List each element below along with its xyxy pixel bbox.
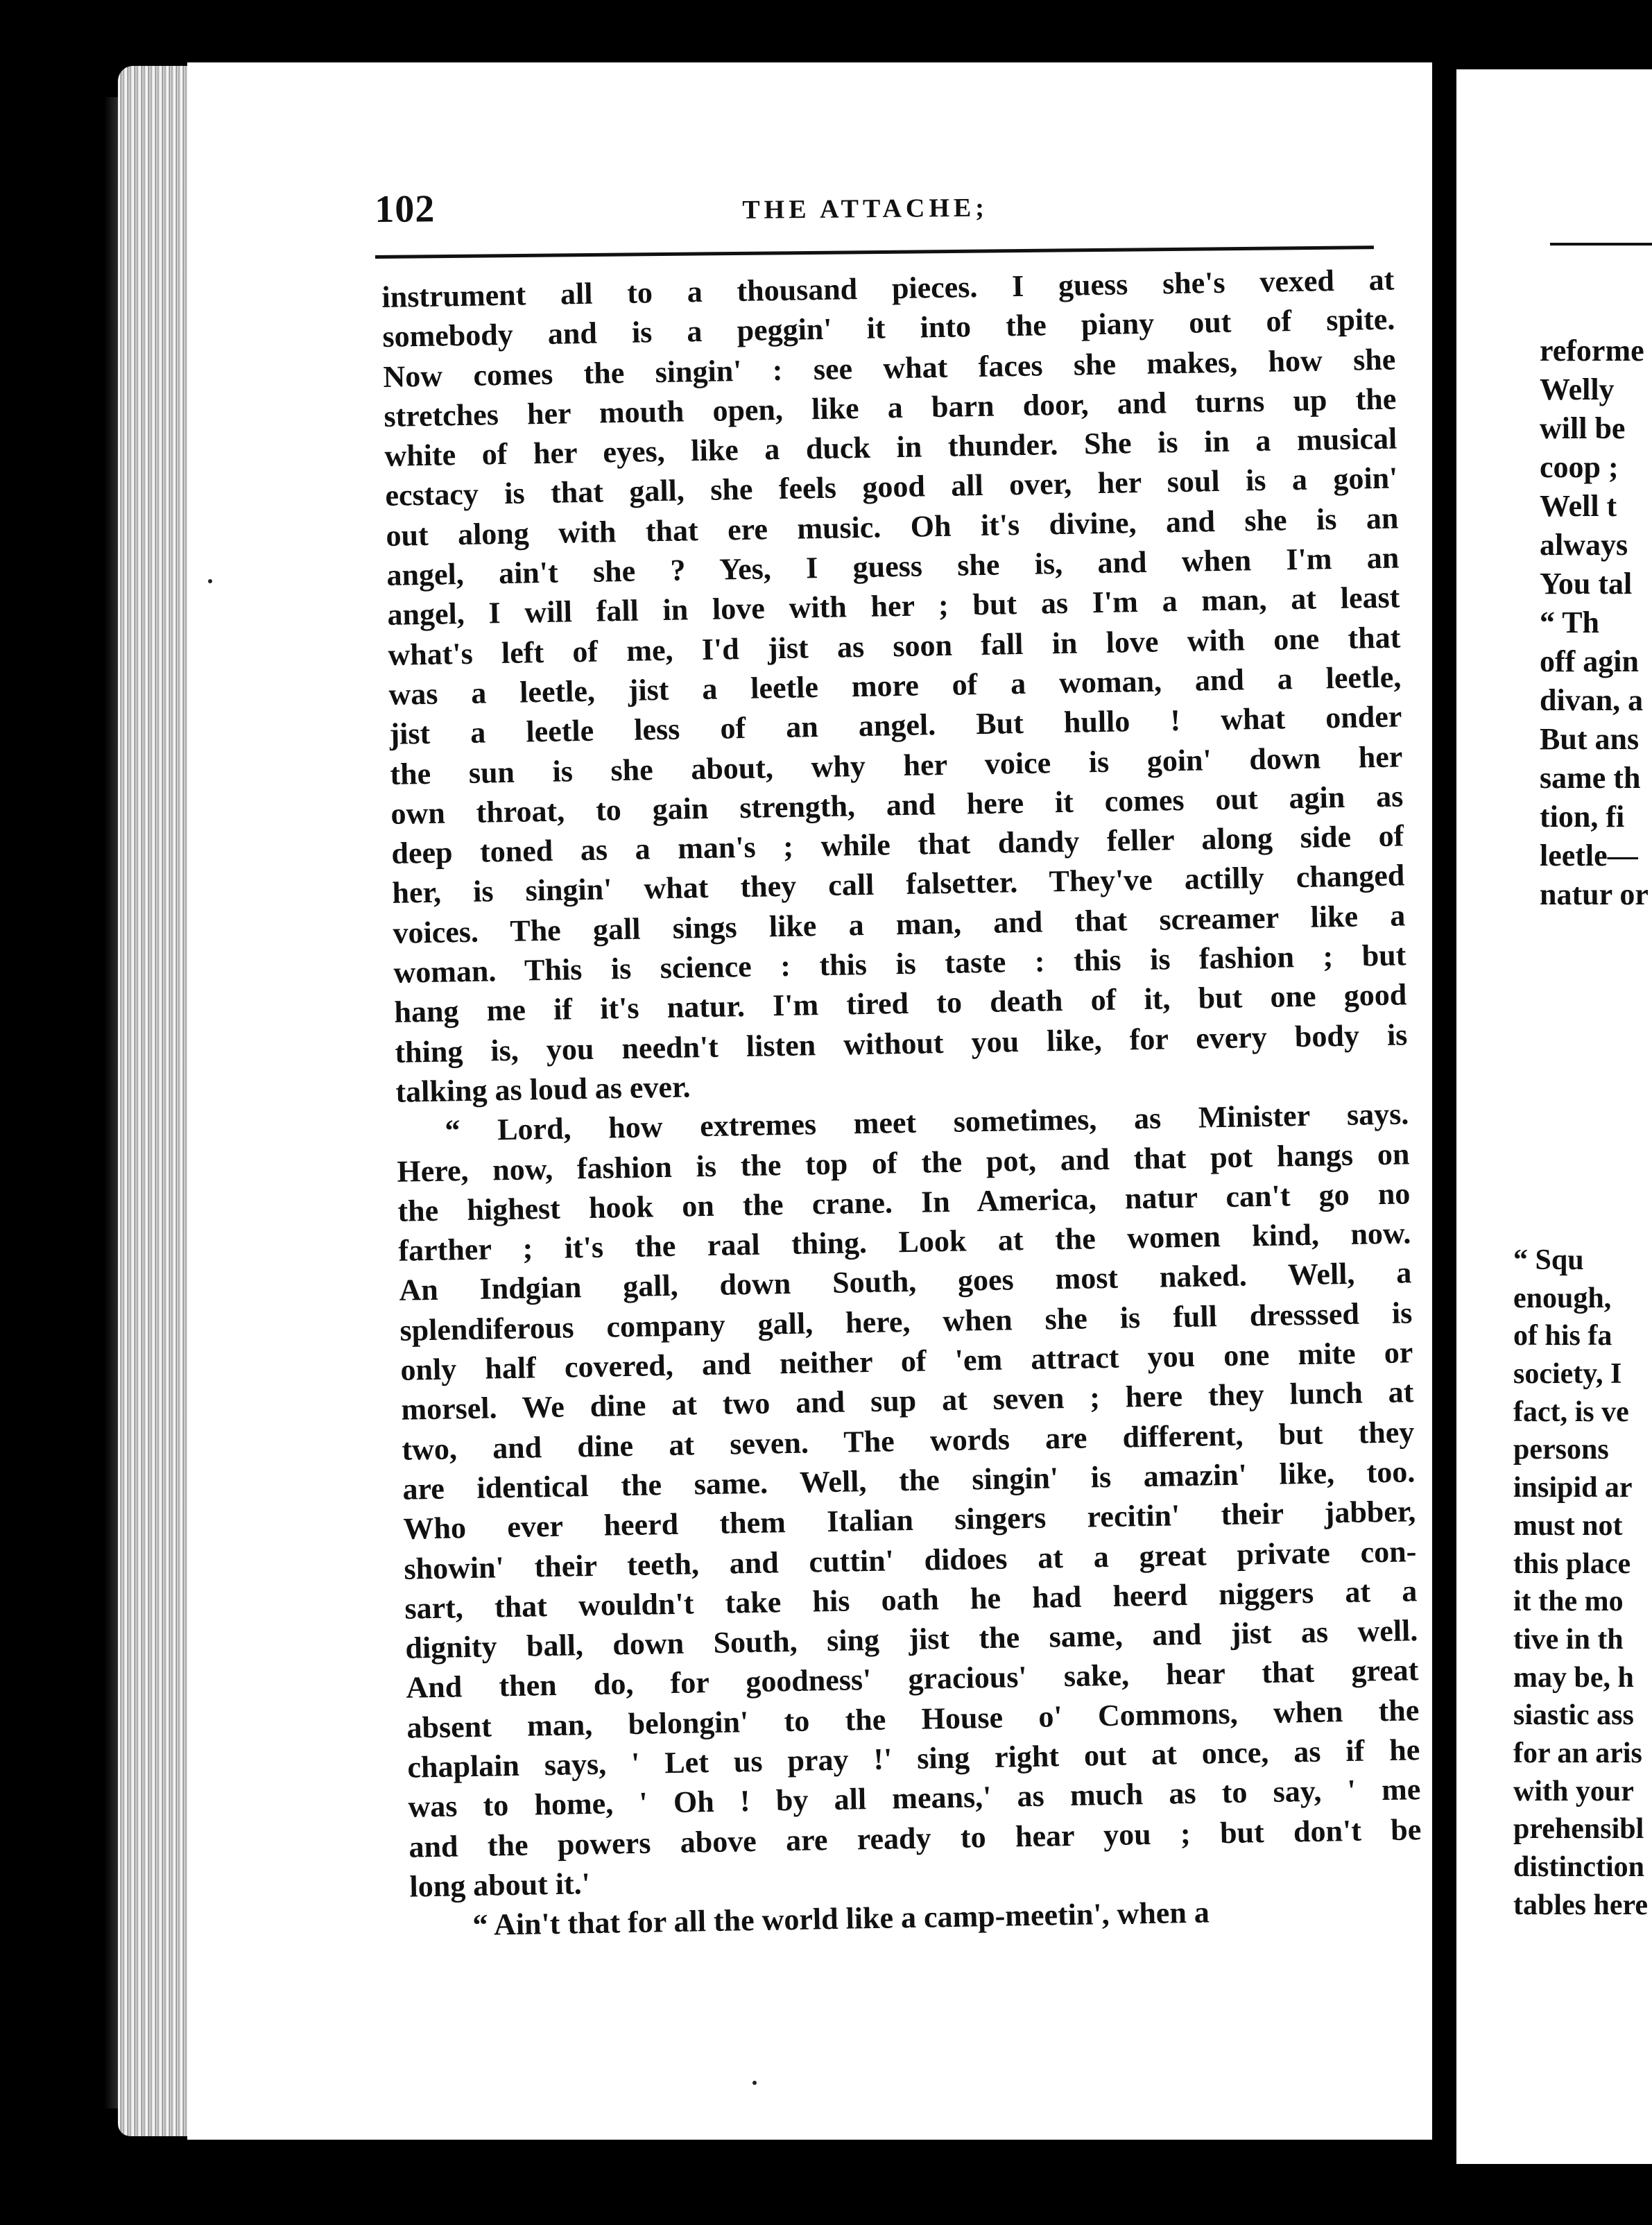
text-line: jist a leetle less of an angel. But hullo ! what onder [389, 699, 1402, 752]
right-page-line: siastic ass [1513, 1699, 1634, 1732]
text-line: stretches her mouth open, like a barn door, and turns up the [384, 381, 1397, 433]
text-line: long about it.' [409, 1866, 591, 1904]
right-page-line: tables here [1513, 1889, 1649, 1921]
right-page-line: it the mo [1513, 1586, 1624, 1618]
text-line: voices. The gall sings like a man, and that screamer like a [393, 898, 1406, 950]
text-line: the highest hook on the crane. In America, natur can't go no [397, 1176, 1411, 1228]
text-line: sart, that wouldn't take his oath he had heerd niggers at a [404, 1574, 1418, 1626]
right-page-line: may be, h [1513, 1661, 1634, 1694]
text-line: talking as loud as ever. [395, 1069, 691, 1109]
text-line: her, is singin' what they call falsetter. They've actilly changed [392, 858, 1405, 911]
text-line: angel, ain't she ? Yes, I guess she is, and when I'm an [386, 540, 1400, 593]
text-line: what's left of me, I'd jist as soon fall in love with one that [388, 620, 1401, 672]
page-number: 102 [375, 187, 436, 231]
right-page-line: reforme [1540, 334, 1644, 368]
right-page-line: Welly [1540, 372, 1615, 406]
text-line: showin' their teeth, and cuttin' didoes at a great private con- [404, 1534, 1417, 1586]
text-line: angel, I will fall in love with her ; but as I'm a man, at least [387, 580, 1400, 633]
right-page-line: fact, is ve [1513, 1395, 1629, 1428]
right-page-line: enough, [1513, 1282, 1612, 1314]
text-line: morsel. We dine at two and sup at seven ; here they lunch at [401, 1375, 1414, 1427]
right-page-line: tion, fi [1540, 800, 1625, 834]
right-page-line: tive in th [1513, 1623, 1624, 1656]
right-page-line: leetle— [1540, 839, 1638, 873]
text-line: dignity ball, down South, sing jist the same, and jist as well. [405, 1613, 1418, 1665]
right-page-line: of his fa [1513, 1320, 1612, 1352]
text-line: absent man, belongin' to the House o' Commons, when the [406, 1692, 1420, 1745]
right-page-line: will be [1540, 411, 1626, 445]
right-page-line: always [1540, 528, 1628, 562]
running-head: THE ATTACHE; [742, 193, 989, 225]
text-line: Now comes the singin' : see what faces she makes, how she [383, 342, 1396, 394]
text-line: two, and dine at seven. The words are different, but they [402, 1414, 1415, 1467]
right-page-line: Well t [1540, 489, 1617, 523]
text-line: are identical the same. Well, the singin' is amazin' like, too. [402, 1454, 1416, 1506]
text-line: the sun is she about, why her voice is goin' down her [390, 739, 1403, 791]
right-page-line: You tal [1540, 567, 1633, 601]
right-page-line: “ Squ [1513, 1244, 1584, 1276]
right-page-bottom-text [1513, 1242, 1652, 1924]
right-page-line: society, I [1513, 1358, 1622, 1391]
text-line: woman. This is science : this is taste : this is fashion ; but [393, 938, 1406, 990]
text-line: And then do, for goodness' gracious' sake, hear that great [406, 1653, 1419, 1706]
text-line: Here, now, fashion is the top of the pot, and that pot hangs on [397, 1136, 1410, 1189]
right-page-line: this place [1513, 1547, 1631, 1580]
right-page-line: with your [1513, 1775, 1634, 1807]
right-page-line: distinction [1513, 1851, 1645, 1883]
text-line: splendiferous company gall, here, when she is full dresssed is [399, 1296, 1413, 1348]
page-header [375, 178, 1367, 243]
text-line: chaplain says, ' Let us pray !' sing right out at once, as if he [407, 1733, 1420, 1785]
text-line: only half covered, and neither of 'em attract you one mite or [400, 1335, 1413, 1387]
right-page-line: divan, a [1540, 683, 1644, 717]
text-line: Who ever heerd them Italian singers recitin' their jabber, [403, 1494, 1416, 1546]
text-line: farther ; it's the raal thing. Look at the women kind, now. [398, 1216, 1411, 1268]
right-page-line: natur or [1540, 877, 1649, 911]
text-line: An Indgian gall, down South, goes most naked. Well, a [399, 1255, 1412, 1308]
page-edges [118, 66, 191, 2136]
text-line: white of her eyes, like a duck in thunder. She is in a musical [384, 421, 1397, 474]
right-page-line: must not [1513, 1509, 1623, 1542]
right-page-line: for an aris [1513, 1737, 1642, 1769]
text-line: was a leetle, jist a leetle more of a woman, and a leetle, [388, 660, 1402, 712]
text-line: instrument all to a thousand pieces. I guess she's vexed at [381, 262, 1395, 314]
right-page-line: same th [1540, 761, 1641, 795]
right-page-line: persons [1513, 1434, 1609, 1466]
text-line: thing is, you needn't listen without you like, for every body is [395, 1017, 1408, 1069]
right-page-line: But ans [1540, 722, 1640, 756]
right-page-line: insipid ar [1513, 1472, 1633, 1504]
right-page-top-text [1540, 332, 1652, 914]
book-gutter [1432, 42, 1460, 2178]
scan-speck [752, 2081, 757, 2085]
right-page-line: “ Th [1540, 605, 1600, 639]
scan-speck [208, 579, 212, 583]
text-line: “ Lord, how extremes meet sometimes, as Minister says. [445, 1097, 1409, 1148]
right-page-line: off agin [1540, 644, 1639, 678]
text-line: out along with that ere music. Oh it's divine, and she is an [386, 501, 1399, 553]
text-line: hang me if it's natur. I'm tired to death of it, but one good [394, 977, 1407, 1030]
text-line: ecstacy is that gall, she feels good all over, her soul is a goin' [385, 461, 1398, 513]
right-page-line: prehensibl [1513, 1813, 1644, 1846]
text-line: and the powers above are ready to hear you ; but don't be [408, 1812, 1422, 1864]
text-line: deep toned as a man's ; while that dandy feller along side of [391, 818, 1404, 871]
right-page [1456, 69, 1652, 2164]
text-line: “ Ain't that for all the world like a camp-meetin', when a [472, 1895, 1210, 1943]
right-page-header-rule [1550, 243, 1652, 246]
right-page-line: coop ; [1540, 450, 1619, 484]
text-line: was to home, ' Oh ! by all means,' as much as to say, ' me [408, 1772, 1421, 1824]
page-body-text [381, 260, 1423, 1947]
text-line: own throat, to gain strength, and here it comes out agin as [390, 779, 1404, 831]
text-line: somebody and is a peggin' it into the piany out of spite. [382, 302, 1395, 354]
